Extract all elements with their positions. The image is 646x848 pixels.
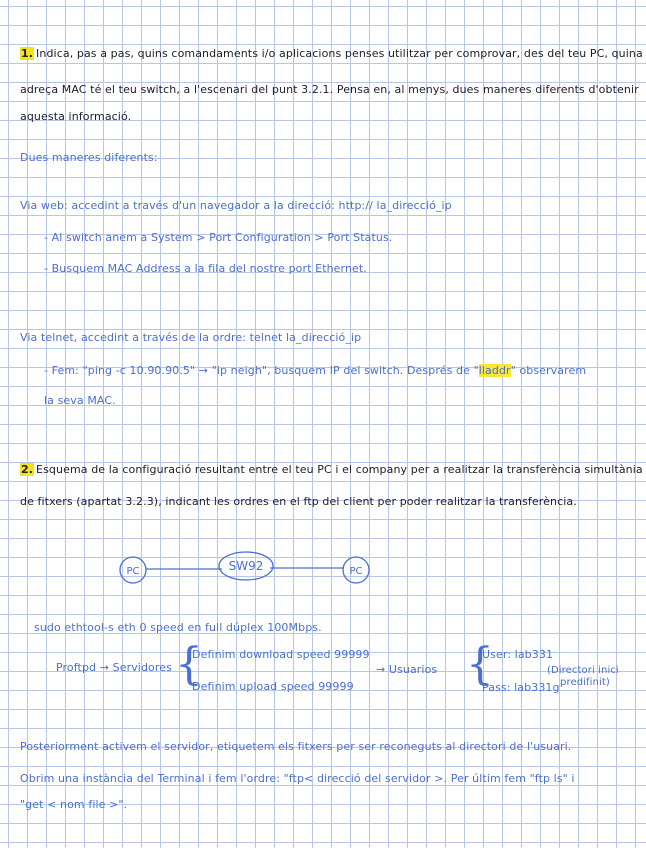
left-pc-label: PC	[126, 566, 140, 577]
note-line-1: (Directori inici	[547, 665, 619, 676]
question-2-number: 2.	[21, 463, 34, 476]
switch-label: SW92	[228, 559, 264, 573]
pass-credential: Pass: lab331g	[482, 681, 560, 694]
answer-1-telnet-intro: Via telnet, accedint a través de la ordre: telnet la_direcció_ip	[20, 331, 362, 344]
answer-1-web-step-1: - Al switch anem a System > Port Configuration > Port Status.	[44, 231, 393, 244]
brace-right: {	[466, 639, 494, 690]
telnet-step-prefix: - Fem: "ping -c 10.90.90.5" → "ip neigh", busquem IP del switch. Després de "	[44, 364, 479, 377]
usuarios-label: → Usuarios	[376, 663, 438, 676]
answer-1-web-step-2: - Busquem MAC Address a la fila del nostre port Ethernet.	[44, 262, 367, 275]
proftpd-label: Proftpd → Servidores	[56, 661, 172, 674]
answer-1-web-intro: Via web: accedint a través d'un navegador a la direcció: http:// la_direcció_ip	[20, 199, 452, 212]
right-pc-label: PC	[349, 566, 363, 577]
answer-1-telnet-step-cont: la seva MAC.	[44, 394, 116, 407]
question-1-line-3: aquesta informació.	[20, 110, 132, 123]
user-credential: User: lab331	[482, 648, 554, 661]
question-2-text-1: Esquema de la configuració resultant entre el teu PC i el company per a realitzar la transferència simultània	[36, 463, 643, 476]
question-1-text-1: Indica, pas a pas, quins comandaments i/o aplicacions penses utilitzar per comprovar, des del teu PC, quina	[36, 47, 643, 60]
closing-line-3: "get < nom file >".	[20, 798, 128, 811]
answer-1-heading: Dues maneres diferents:	[20, 151, 158, 164]
upload-speed: Definim upload speed 99999	[192, 680, 354, 693]
question-1-line-2: adreça MAC té el teu switch, a l'escenari del punt 3.2.1. Pensa en, al menys, dues maneres diferents d'obtenir	[20, 83, 639, 96]
ethtool-command: sudo ethtool-s eth 0 speed en full dúplex 100Mbps.	[34, 621, 322, 634]
question-1-number: 1.	[21, 47, 34, 60]
closing-line-2: Obrim una instància del Terminal i fem l'ordre: "ftp< direcció del servidor >. Per últim fem "ftp ls" i	[20, 772, 575, 785]
telnet-step-highlight: lladdr	[478, 364, 511, 377]
question-2-line-2: de fitxers (apartat 3.2.3), indicant les ordres en el ftp del client per poder realitzar la transferència.	[20, 495, 577, 508]
telnet-step-suffix: " observarem	[510, 364, 587, 377]
note-line-2: predifinit)	[560, 677, 610, 688]
closing-line-1: Posteriorment activem el servidor, etiquetem els fitxers per ser reconeguts al directori de l'usuari.	[20, 740, 572, 753]
brace-left: {	[175, 639, 203, 690]
download-speed: Definim download speed 99999	[192, 648, 370, 661]
